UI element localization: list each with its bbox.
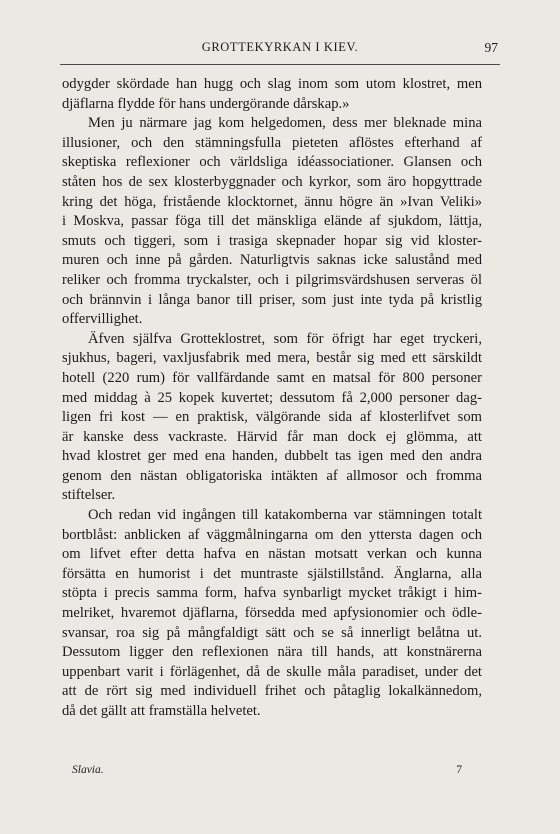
text-line: kring det höga, fristående klocktornet, ännu högre än »Ivan Veliki»	[62, 193, 482, 210]
text-line: Dessutom ligger den reflexionen nära till hands, att konstnärerna	[62, 644, 482, 661]
text-line: djäflarna flydde för hans undergörande dårskap.»	[62, 95, 350, 112]
text-line: Äfven själfva Grotteklostret, som för öfrigt har eget tryckeri,	[88, 330, 482, 347]
text-line: stiftelser.	[62, 487, 116, 504]
text-line: Och redan vid ingången till katakomberna var stämningen totalt	[88, 507, 482, 524]
paragraph	[62, 114, 482, 330]
body-text	[62, 75, 482, 722]
text-line: offervillighet.	[62, 311, 143, 328]
running-title: GROTTEKYRKAN I KIEV.	[201, 40, 359, 54]
text-line: ligen fri kost — en praktisk, välgörande sida af klosterlifvet som	[62, 409, 482, 426]
page-number: 97	[484, 40, 498, 55]
text-line: om lifvet efter detta hafva en nästan motsatt verkan och kunna	[62, 546, 482, 563]
page-footer	[72, 764, 462, 782]
text-line: att de rört sig med individuell frihet och påtaglig lokalkännedom,	[62, 683, 482, 700]
text-line: smuts och tiggeri, som i trasiga skepnader hopar sig vid kloster-	[62, 232, 482, 249]
page-header	[60, 36, 500, 65]
text-line: i Moskva, passar föga till det mänskliga elände af sjukdom, lättja,	[62, 213, 482, 230]
text-line: försätta en humorist i det muntraste själstillstånd. Änglarna, alla	[62, 565, 482, 582]
text-line: reliker och fromma tryckalster, och i pilgrimsvärdshusen serveras öl	[62, 271, 482, 288]
text-line: genom den nästan obligatoriska intäkten af allmosor och fromma	[62, 467, 482, 484]
text-line: hvad klostret ger med ena handen, dubbelt tas igen med den andra	[62, 448, 482, 465]
text-line: med middag à 25 kopek kuvertet; dessutom få 2,000 personer dag-	[62, 389, 482, 406]
sheet-number: 7	[456, 764, 462, 776]
paragraph	[62, 506, 482, 722]
text-line: muren och inne på gården. Naturligtvis saknas icke salustånd med	[62, 252, 482, 269]
text-line: skeptiska reflexioner och världsliga idéassociationer. Glansen och	[62, 154, 482, 171]
text-line: Men ju närmare jag kom helgedomen, dess mer bleknade mina	[88, 115, 482, 132]
text-line: då det gällt att framställa helvetet.	[62, 703, 261, 719]
text-line: stöpta i precis samma form, hafva synbarligt mycket tråkigt i him-	[62, 585, 482, 602]
printer-signature: Slavia.	[72, 764, 104, 776]
text-line: är kanske dess vackraste. Härvid får man dock ej glömma, att	[62, 428, 482, 445]
text-line: illusioner, och den stämningsfulla pieteten aflöstes efterhand af	[62, 134, 482, 151]
text-line: uppenbart varit i förlägenhet, då de skulle måla paradiset, under det	[62, 663, 482, 680]
paragraph	[62, 330, 482, 506]
text-line: melriket, hvaremot djäflarna, försedda med apfysionomier och ödle-	[62, 605, 482, 622]
text-line: hotell (220 rum) för vallfärdande samt en matsal för 800 personer	[62, 369, 482, 386]
text-line: bortblåst: anblicken af väggmålningarna om den yttersta dagen och	[62, 526, 482, 543]
text-line: odygder skördade han hugg och slag inom som utom klostret, men	[62, 76, 482, 92]
text-line: svansar, roa sig på mångfaldigt sätt och se så innerligt belåtna ut.	[62, 624, 482, 641]
text-line: och brännvin i långa banor till priser, som just inte tyda på kristlig	[62, 291, 482, 308]
text-line: ståten hos de sex klosterbyggnader och kyrkor, som äro hopgyttrade	[62, 173, 482, 190]
text-line: sjukhus, bageri, vaxljusfabrik med mera, består sig med ett särskildt	[62, 350, 482, 367]
paragraph	[62, 75, 482, 114]
